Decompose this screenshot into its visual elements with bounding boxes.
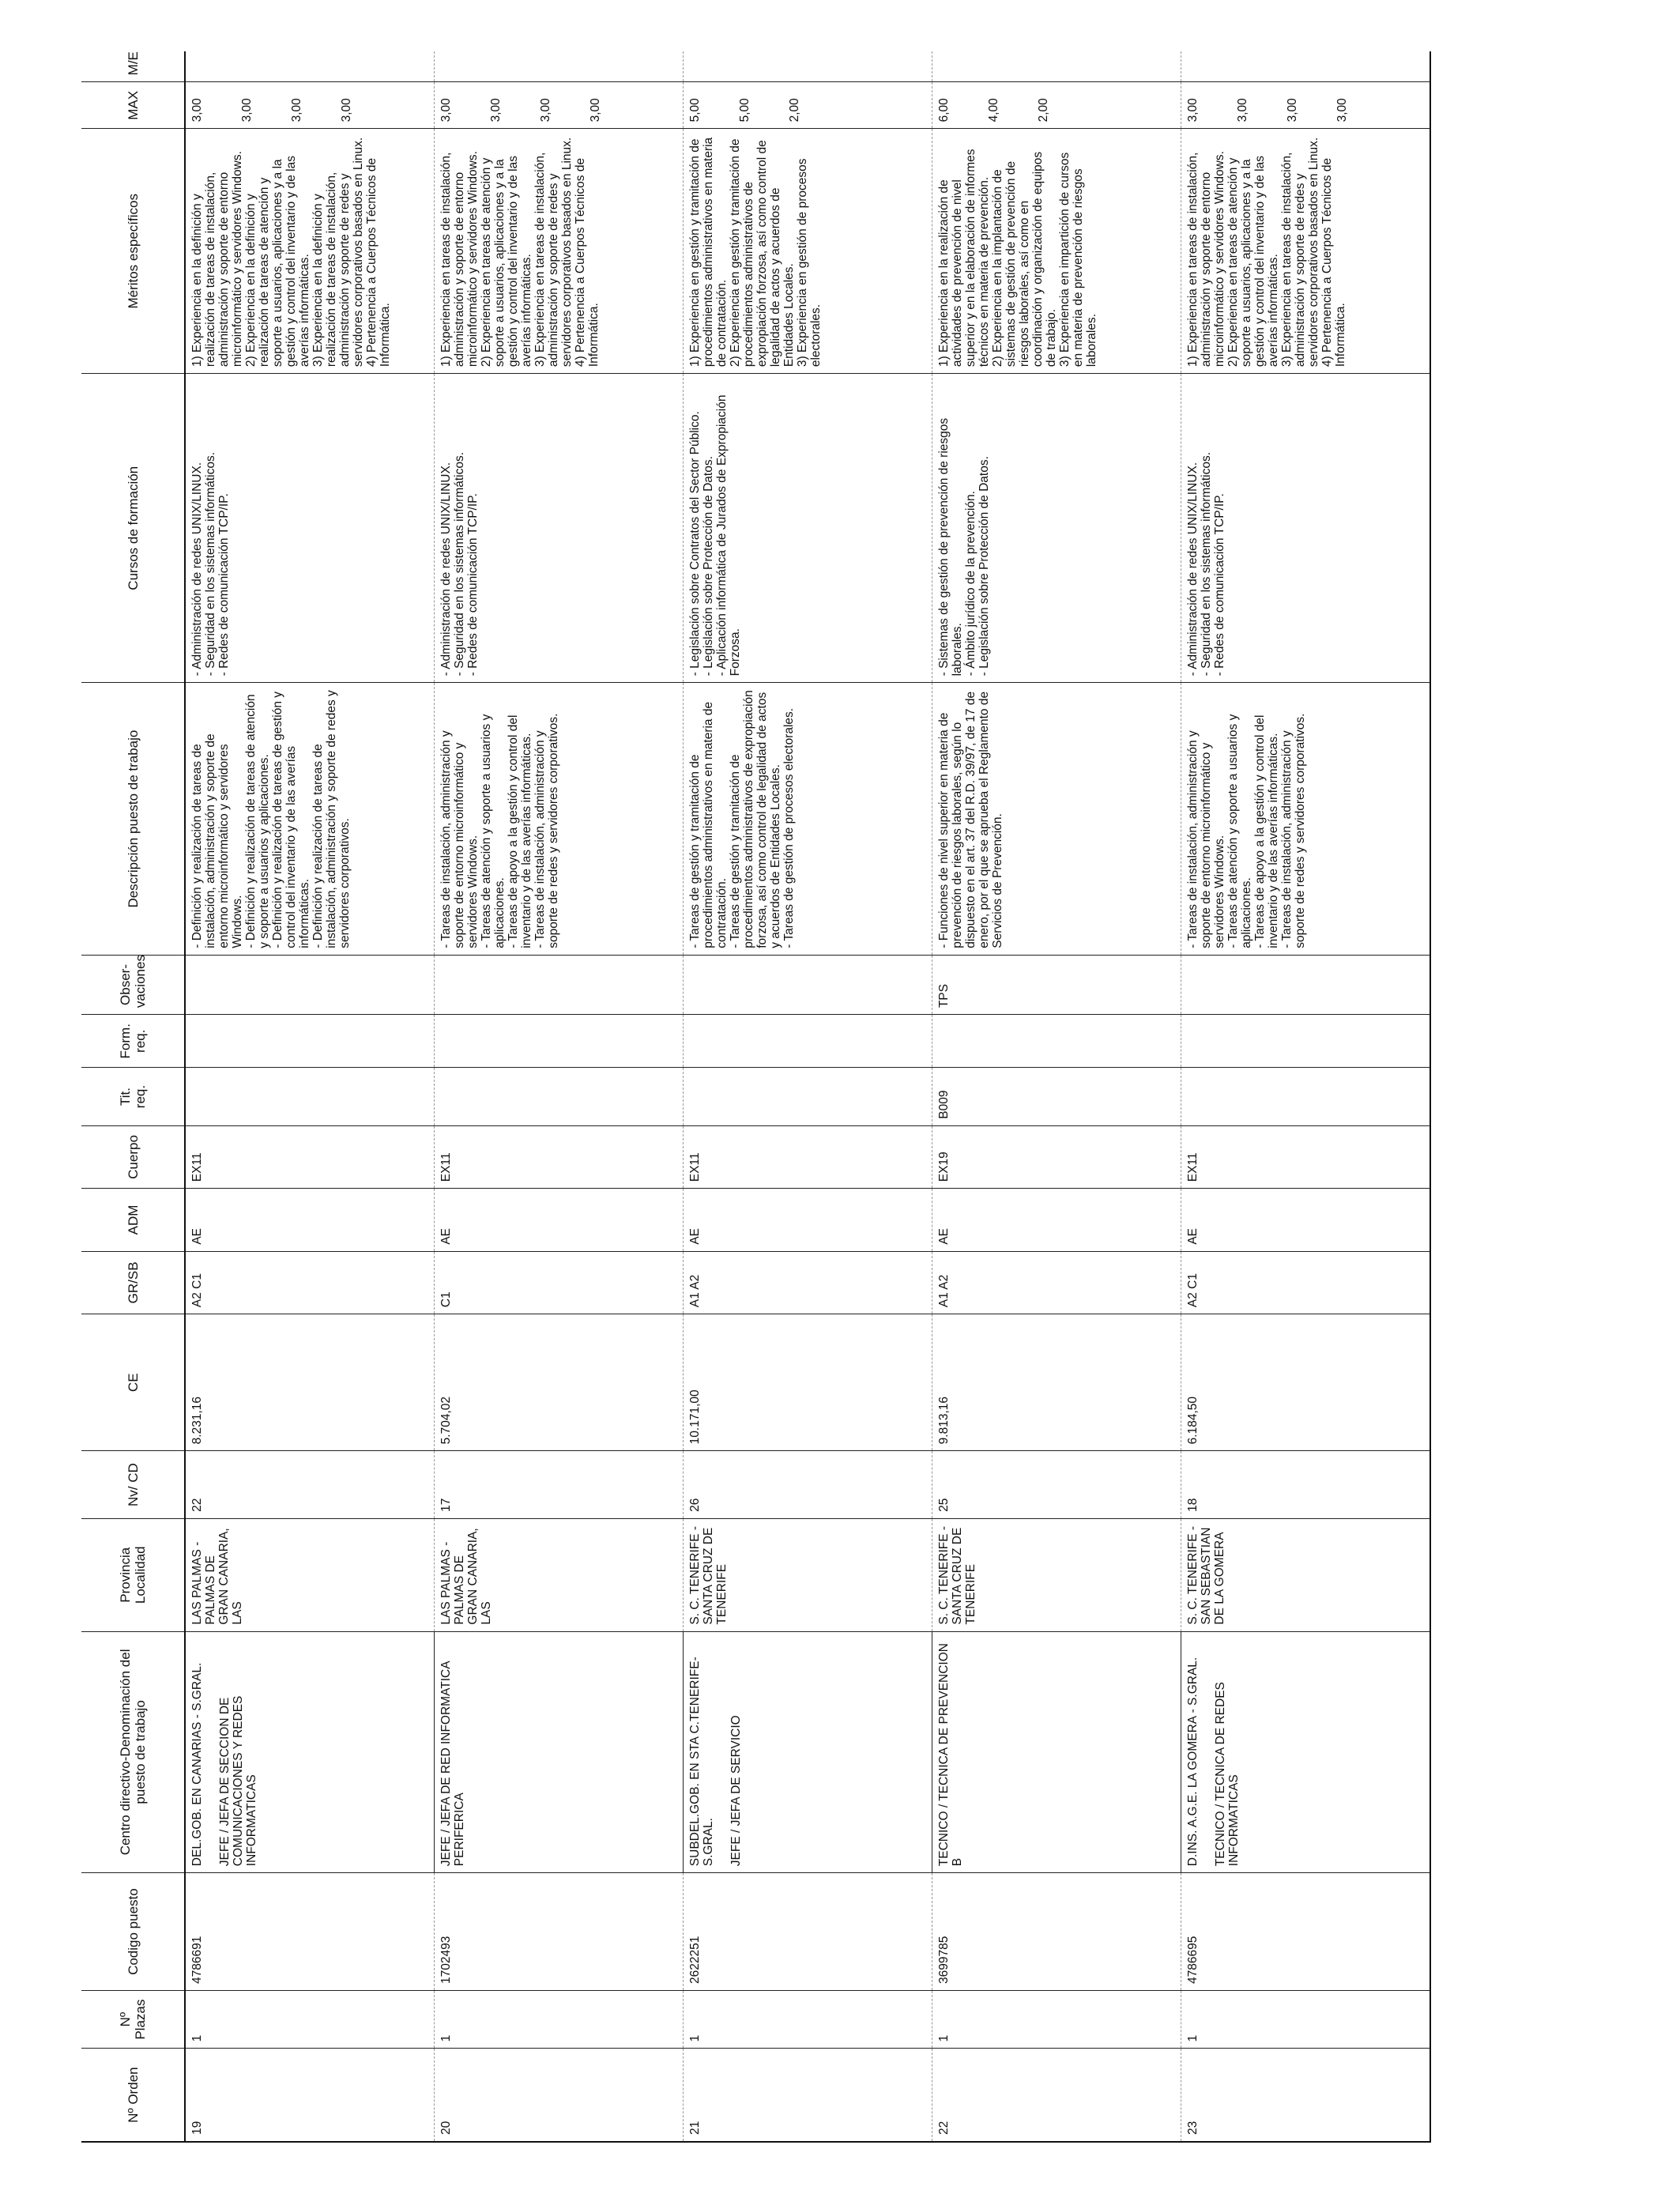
table-row xyxy=(1181,51,1431,2142)
cell-titulacion xyxy=(185,1068,435,1125)
header-me: M/E xyxy=(81,51,185,82)
header-descripcion: Descripción puesto de trabajo xyxy=(81,683,185,955)
puesto-denominacion: TECNICO / TECNICA DE PREVENCION B xyxy=(937,1643,964,1867)
cell-codigo: 1702493 xyxy=(435,1873,684,1991)
cell-codigo: 2622251 xyxy=(684,1873,932,1991)
cell-descripcion: - Tareas de instalación, administración y soporte de entorno microinformático y servidores Windows. - Tareas de atención y soporte a usuarios y aplicaciones. - Tareas de apoyo a la gestión y control del inventario y de las averías informáticas. - Tareas de instalación, administración y soporte de redes y servidores corporativos. xyxy=(1181,683,1431,955)
cell-grupo: A2 C1 xyxy=(1181,1251,1431,1314)
max-value: 3,00 xyxy=(489,98,503,123)
cell-meritos: 1) Experiencia en gestión y tramitación de procedimientos administrativos en materia de contratación. 2) Experiencia en gestión y tramitación de procedimientos administrativos de expropiación forzosa, así como control de legalidad de actos y acuerdos de Entidades Locales. 3) Experiencia en gestión de procesos electorales. xyxy=(684,129,932,374)
cell-plazas: 1 xyxy=(185,1990,435,2048)
cell-centro xyxy=(435,1631,684,1873)
cell-observaciones xyxy=(435,955,684,1014)
cell-descripcion: - Funciones de nivel superior en materia de prevención de riesgos laborales, según lo dispuesto en el art. 37 del R.D. 39/97, de 17 de enero, por el que se aprueba el Reglamento de Servicios de Prevención. xyxy=(932,683,1181,955)
cell-me xyxy=(684,51,932,82)
cell-codigo: 4786691 xyxy=(185,1873,435,1991)
max-value: 3,00 xyxy=(1335,98,1349,123)
puesto-denominacion: JEFE / JEFA DE SECCION DE COMUNICACIONES Y REDES INFORMATICAS xyxy=(218,1695,258,1867)
cell-observaciones xyxy=(185,955,435,1014)
header-provincia: Provincia Localidad xyxy=(81,1518,185,1631)
cell-formacion xyxy=(185,1015,435,1068)
cell-meritos: 1) Experiencia en tareas de instalación, administración y soporte de entorno microinformático y servidores Windows. 2) Experiencia en tareas de atención y soporte a usuarios, aplicaciones y a la gestión y control del inventario y de las averías informáticas. 3) Experiencia en tareas de instalación, administración y soporte de redes y servidores corporativos basados en Linux. 4) Pertenencia a Cuerpos Técnicos de Informática. xyxy=(1181,129,1431,374)
cell-centro xyxy=(932,1631,1181,1873)
cell-orden: 21 xyxy=(684,2049,932,2142)
cell-adm: AE xyxy=(185,1189,435,1251)
cell-ce: 10.171,00 xyxy=(684,1314,932,1451)
rotated-table-container xyxy=(81,51,1349,2143)
cell-adm: AE xyxy=(684,1189,932,1251)
cell-grupo: C1 xyxy=(435,1251,684,1314)
cell-observaciones xyxy=(684,955,932,1014)
cell-provincia: S. C. TENERIFE - SANTA CRUZ DE TENERIFE xyxy=(684,1518,932,1631)
cell-plazas: 1 xyxy=(932,1990,1181,2048)
header-meritos: Méritos específicos xyxy=(81,129,185,374)
cell-me xyxy=(435,51,684,82)
puesto-denominacion: TECNICO / TECNICA DE REDES INFORMATICAS xyxy=(1214,1682,1241,1867)
header-codigo: Codigo puesto xyxy=(81,1873,185,1991)
max-value: 2,00 xyxy=(1037,98,1050,123)
max-value: 2,00 xyxy=(788,98,801,123)
cell-formacion xyxy=(684,1015,932,1068)
max-value: 3,00 xyxy=(1236,98,1249,123)
cell-cuerpo: EX11 xyxy=(185,1125,435,1188)
cell-codigo: 4786695 xyxy=(1181,1873,1431,1991)
cell-provincia: LAS PALMAS - PALMAS DE GRAN CANARIA, LAS xyxy=(185,1518,435,1631)
header-orden: Nº Orden xyxy=(81,2049,185,2142)
max-value: 5,00 xyxy=(738,98,751,123)
cell-max xyxy=(1181,82,1431,129)
cell-adm: AE xyxy=(932,1189,1181,1251)
cell-titulacion: B009 xyxy=(932,1068,1181,1125)
header-observaciones: Obser-vaciones xyxy=(81,955,185,1014)
cell-centro xyxy=(684,1631,932,1873)
cell-observaciones xyxy=(1181,955,1431,1014)
max-value: 3,00 xyxy=(190,98,204,123)
cell-me xyxy=(932,51,1181,82)
cell-codigo: 3699785 xyxy=(932,1873,1181,1991)
cell-centro xyxy=(185,1631,435,1873)
puesto-denominacion: JEFE / JEFA DE RED INFORMATICA PERIFERICA xyxy=(439,1661,466,1867)
table-row xyxy=(932,51,1181,2142)
header-grupo: GR/SB xyxy=(81,1251,185,1314)
table-row xyxy=(435,51,684,2142)
max-value: 3,00 xyxy=(290,98,303,123)
cell-plazas: 1 xyxy=(684,1990,932,2048)
centro-directivo: D.INS. A.G.E. LA GOMERA - S.GRAL. xyxy=(1186,1657,1200,1867)
cell-formacion xyxy=(1181,1015,1431,1068)
max-value: 3,00 xyxy=(539,98,552,123)
max-value: 3,00 xyxy=(1186,98,1200,123)
cell-centro xyxy=(1181,1631,1431,1873)
header-cursos: Cursos de formación xyxy=(81,374,185,683)
cell-cursos: - Administración de redes UNIX/LINUX. - Seguridad en los sistemas informáticos. - Redes de comunicación TCP/IP. xyxy=(185,374,435,683)
cell-observaciones: TPS xyxy=(932,955,1181,1014)
header-centro: Centro directivo-Denominación del puesto de trabajo xyxy=(81,1631,185,1873)
cell-cursos: - Administración de redes UNIX/LINUX. - Seguridad en los sistemas informáticos. - Redes de comunicación TCP/IP. xyxy=(1181,374,1431,683)
cell-ce: 5.704,02 xyxy=(435,1314,684,1451)
job-positions-table xyxy=(81,51,1431,2143)
cell-provincia: LAS PALMAS - PALMAS DE GRAN CANARIA, LAS xyxy=(435,1518,684,1631)
cell-orden: 22 xyxy=(932,2049,1181,2142)
puesto-denominacion: JEFE / JEFA DE SERVICIO xyxy=(729,1715,743,1867)
cell-adm: AE xyxy=(435,1189,684,1251)
max-value: 3,00 xyxy=(240,98,254,123)
cell-grupo: A2 C1 xyxy=(185,1251,435,1314)
table-row xyxy=(684,51,932,2142)
cell-formacion xyxy=(435,1015,684,1068)
header-cuerpo: Cuerpo xyxy=(81,1125,185,1188)
cell-nivel: 22 xyxy=(185,1451,435,1519)
cell-descripcion: - Tareas de instalación, administración y soporte de entorno microinformático y servidores Windows. - Tareas de atención y soporte a usuarios y aplicaciones. - Tareas de apoyo a la gestión y control del inventario y de las averías informáticas. - Tareas de instalación, administración y soporte de redes y servidores corporativos. xyxy=(435,683,684,955)
cell-meritos: 1) Experiencia en la realización de actividades de prevención de nivel superior y en la elaboración de informes técnicos en materia de prevención. 2) Experiencia en la implantación de sistemas de gestión de prevención de riesgos laborales, así como en coordinación y organización de equipos de trabajo. 3) Experiencia en impartición de cursos en materia de prevención de riesgos laborales. xyxy=(932,129,1181,374)
header-titulacion: Tit. req. xyxy=(81,1068,185,1125)
cell-formacion xyxy=(932,1015,1181,1068)
cell-max xyxy=(684,82,932,129)
cell-cursos: - Administración de redes UNIX/LINUX. - Seguridad en los sistemas informáticos. - Redes de comunicación TCP/IP. xyxy=(435,374,684,683)
cell-adm: AE xyxy=(1181,1189,1431,1251)
max-value: 5,00 xyxy=(688,98,702,123)
cell-me xyxy=(1181,51,1431,82)
cell-titulacion xyxy=(684,1068,932,1125)
table-body xyxy=(185,51,1430,2142)
cell-max xyxy=(185,82,435,129)
header-max: MAX xyxy=(81,82,185,129)
header-ce: CE xyxy=(81,1314,185,1451)
cell-orden: 20 xyxy=(435,2049,684,2142)
max-value: 6,00 xyxy=(937,98,951,123)
cell-titulacion xyxy=(1181,1068,1431,1125)
cell-max xyxy=(932,82,1181,129)
cell-plazas: 1 xyxy=(435,1990,684,2048)
header-nivel: Nv/ CD xyxy=(81,1451,185,1519)
cell-ce: 8.231,16 xyxy=(185,1314,435,1451)
cell-cursos: - Sistemas de gestión de prevención de riesgos laborales. - Ámbito jurídico de la prevención. - Legislación sobre Protección de Datos. xyxy=(932,374,1181,683)
cell-grupo: A1 A2 xyxy=(684,1251,932,1314)
cell-nivel: 18 xyxy=(1181,1451,1431,1519)
header-plazas: Nº Plazas xyxy=(81,1990,185,2048)
cell-orden: 23 xyxy=(1181,2049,1431,2142)
header-adm: ADM xyxy=(81,1189,185,1251)
cell-max xyxy=(435,82,684,129)
cell-meritos: 1) Experiencia en tareas de instalación, administración y soporte de entorno microinformático y servidores Windows. 2) Experiencia en tareas de atención y soporte a usuarios, aplicaciones y a la gestión y control del inventario y de las averías informáticas. 3) Experiencia en tareas de instalación, administración y soporte de redes y servidores corporativos basados en Linux. 4) Pertenencia a Cuerpos Técnicos de Informática. xyxy=(435,129,684,374)
cell-plazas: 1 xyxy=(1181,1990,1431,2048)
cell-cuerpo: EX19 xyxy=(932,1125,1181,1188)
max-value: 3,00 xyxy=(439,98,453,123)
cell-descripcion: - Tareas de gestión y tramitación de procedimientos administrativos en materia de contratación. - Tareas de gestión y tramitación de procedimientos administrativos de expropiación forzosa, así como control de legalidad de actos y acuerdos de Entidades Locales. - Tareas de gestión de procesos electorales. xyxy=(684,683,932,955)
table-row xyxy=(185,51,435,2142)
cell-cuerpo: EX11 xyxy=(435,1125,684,1188)
cell-descripcion: - Definición y realización de tareas de instalación, administración y soporte de entorno microinformático y servidores Windows. - Definición y realización de tareas de atención y soporte a usuarios y aplicaciones. - Definición y realización de tareas de gestión y control del inventario y de las averías informáticas. - Definición y realización de tareas de instalación, administración y soporte de redes y servidores corporativos. xyxy=(185,683,435,955)
max-value: 3,00 xyxy=(589,98,602,123)
cell-cuerpo: EX11 xyxy=(684,1125,932,1188)
cell-cuerpo: EX11 xyxy=(1181,1125,1431,1188)
header-formacion: Form. req. xyxy=(81,1015,185,1068)
cell-ce: 9.813,16 xyxy=(932,1314,1181,1451)
centro-directivo: DEL.GOB. EN CANARIAS - S.GRAL. xyxy=(190,1662,204,1867)
header-row xyxy=(81,51,185,2142)
max-value: 3,00 xyxy=(340,98,353,123)
cell-titulacion xyxy=(435,1068,684,1125)
cell-grupo: A1 A2 xyxy=(932,1251,1181,1314)
cell-meritos: 1) Experiencia en la definición y realización de tareas de instalación, administración y soporte de entorno microinformático y servidores Windows. 2) Experiencia en la definición y realización de tareas de atención y soporte a usuarios, aplicaciones y a la gestión y control del inventario y de las averías informáticas. 3) Experiencia en la definición y realización de tareas de instalación, administración y soporte de redes y servidores corporativos basados en Linux. 4) Pertenencia a Cuerpos Técnicos de Informática. xyxy=(185,129,435,374)
cell-nivel: 17 xyxy=(435,1451,684,1519)
cell-me xyxy=(185,51,435,82)
centro-directivo: SUBDEL.GOB. EN STA C.TENERIFE-S.GRAL. xyxy=(688,1657,715,1867)
cell-cursos: - Legislación sobre Contratos del Sector Público. - Legislación sobre Protección de Datos. - Aplicación informática de Jurados de Expropiación Forzosa. xyxy=(684,374,932,683)
cell-nivel: 25 xyxy=(932,1451,1181,1519)
cell-nivel: 26 xyxy=(684,1451,932,1519)
cell-provincia: S. C. TENERIFE - SAN SEBASTIAN DE LA GOMERA xyxy=(1181,1518,1431,1631)
cell-provincia: S. C. TENERIFE - SANTA CRUZ DE TENERIFE xyxy=(932,1518,1181,1631)
max-value: 3,00 xyxy=(1286,98,1299,123)
cell-orden: 19 xyxy=(185,2049,435,2142)
max-value: 4,00 xyxy=(987,98,1000,123)
cell-ce: 6.184,50 xyxy=(1181,1314,1431,1451)
